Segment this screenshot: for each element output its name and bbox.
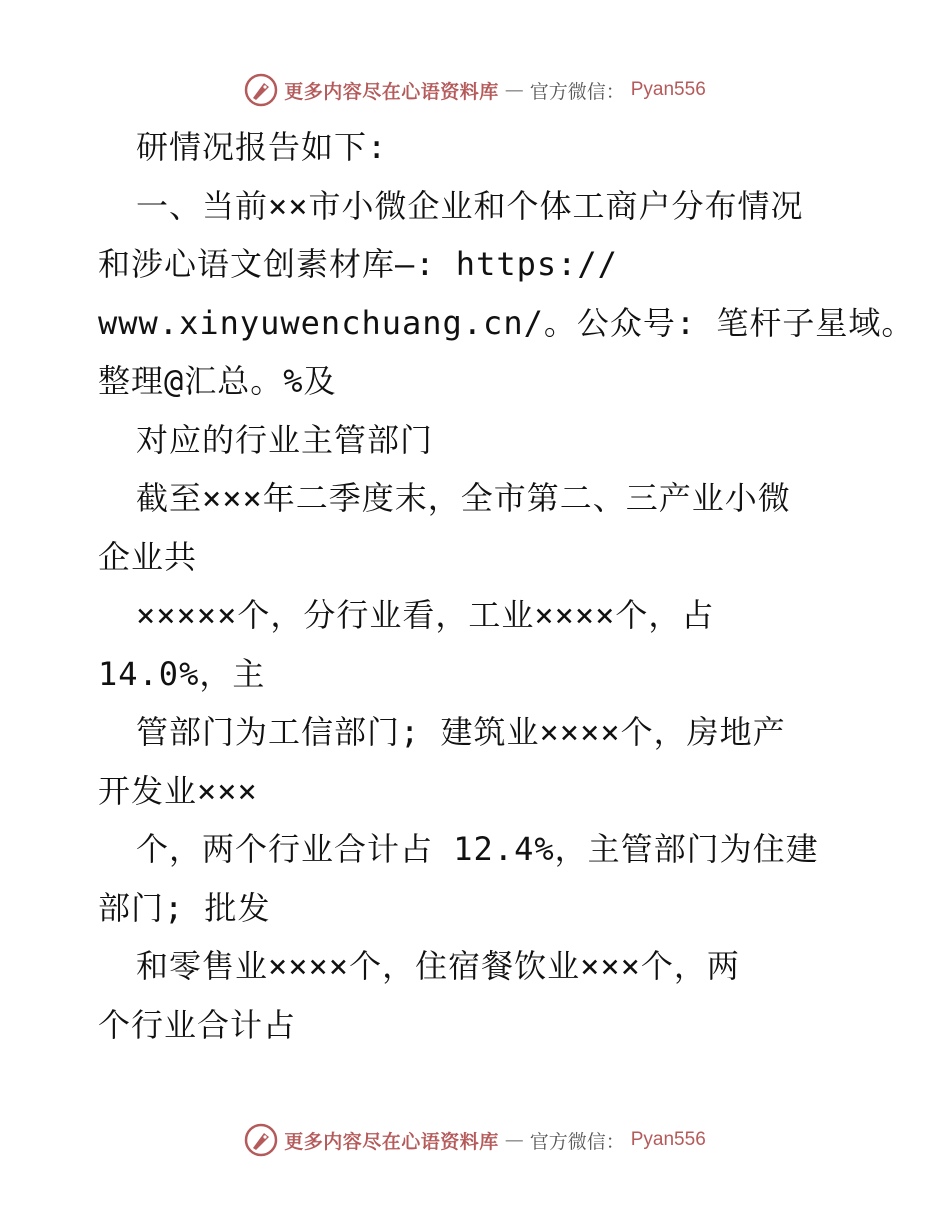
watermark-dash: — <box>504 1129 524 1151</box>
text-line: 研情况报告如下: <box>136 128 388 166</box>
text-line: www.xinyuwenchuang.cn/。公众号: 笔杆子星域。 <box>98 303 915 342</box>
watermark-dash: — <box>504 79 524 101</box>
pen-nib-logo-icon <box>244 73 278 107</box>
text-line: 开发业××× <box>98 771 258 810</box>
text-line: 对应的行业主管部门 <box>136 420 434 459</box>
text-line: 个行业合计占 <box>98 1005 297 1044</box>
text-line: 管部门为工信部门; 建筑业××××个，房地产 <box>136 713 786 751</box>
text-line: 企业共 <box>98 537 198 576</box>
watermark-wechat-id: Pyan556 <box>630 1129 706 1150</box>
header-watermark <box>0 70 950 110</box>
text-line: 一、当前××市小微企业和个体工商户分布情况 <box>136 186 804 225</box>
pen-nib-logo-icon <box>244 1123 278 1157</box>
text-line: 和涉心语文创素材库—: https:// <box>98 245 618 283</box>
text-line: ×××××个，分行业看，工业××××个，占 <box>136 596 715 634</box>
text-line: 截至×××年二季度末，全市第二、三产业小微 <box>136 479 791 517</box>
watermark-text: 更多内容尽在心语资料库 <box>284 1130 499 1153</box>
document-body <box>98 118 915 1054</box>
watermark-wechat-label: 官方微信： <box>529 80 625 103</box>
watermark-wechat-id: Pyan556 <box>630 79 706 100</box>
text-line: 整理@汇总。%及 <box>98 362 337 400</box>
watermark-text: 更多内容尽在心语资料库 <box>284 80 499 103</box>
watermark-wechat-label: 官方微信： <box>529 1130 625 1153</box>
text-line: 14.0%，主 <box>98 654 266 693</box>
text-line: 部门; 批发 <box>98 888 271 927</box>
text-line: 和零售业××××个，住宿餐饮业×××个，两 <box>136 947 740 985</box>
footer-watermark <box>0 1120 950 1160</box>
text-line: 个，两个行业合计占 12.4%，主管部门为住建 <box>136 830 819 868</box>
